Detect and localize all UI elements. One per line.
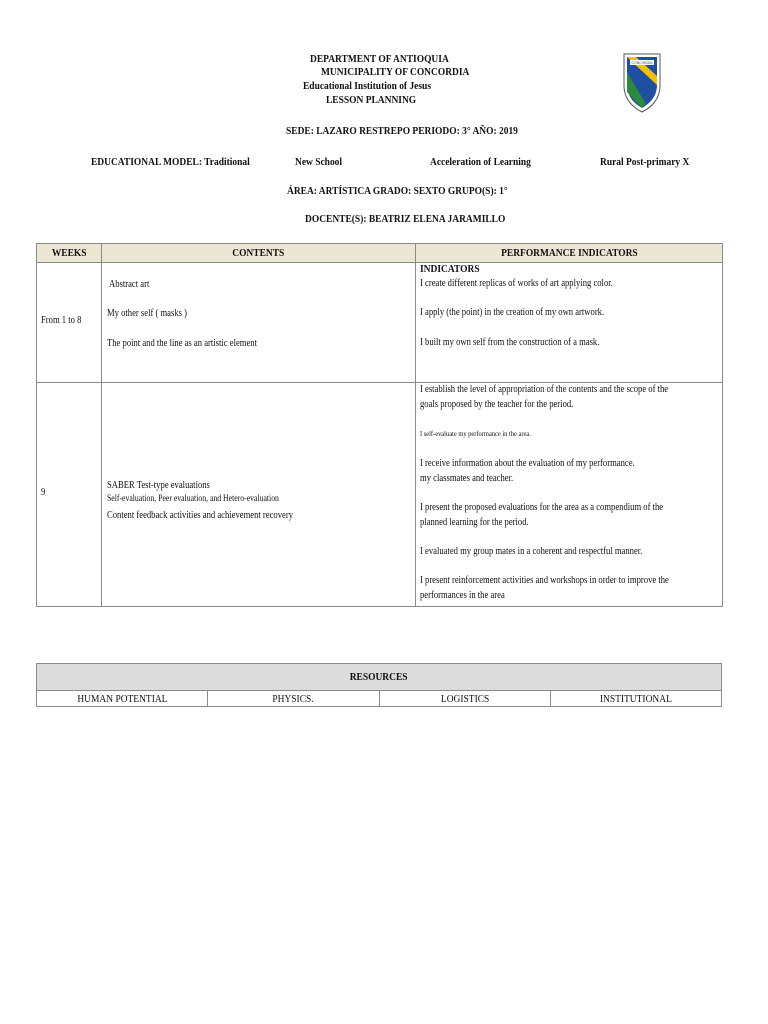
header-lesson-planning: LESSON PLANNING: [326, 94, 417, 106]
table-header-row: [37, 244, 723, 263]
indicator-item: I evaluated my group mates in a coherent and respectful manner.: [420, 546, 643, 557]
contents-header: CONTENTS: [102, 244, 416, 263]
header-department: DEPARTMENT OF ANTIOQUIA: [310, 53, 449, 65]
educational-model: EDUCATIONAL MODEL: Traditional: [91, 156, 250, 168]
indicators-header: PERFORMANCE INDICATORS: [416, 244, 723, 263]
resource-column-institutional: INSTITUTIONAL: [550, 691, 721, 707]
resource-column-physics: PHYSICS.: [208, 691, 379, 707]
indicator-item: goals proposed by the teacher for the period.: [420, 399, 574, 410]
docente-line: DOCENTE(S): BEATRIZ ELENA JARAMILLO: [305, 213, 506, 225]
indicators-cell: [416, 383, 723, 607]
table-row: [37, 263, 723, 383]
planning-table: [36, 243, 723, 607]
indicators-title: INDICATORS: [420, 263, 480, 275]
week-label: 9: [41, 487, 46, 498]
school-crest-icon: [622, 52, 662, 114]
resource-column-logistics: LOGISTICS: [379, 691, 550, 707]
indicator-item: I establish the level of appropriation of the contents and the scope of the: [420, 384, 669, 395]
indicator-item: I built my own self from the construction of a mask.: [420, 337, 600, 348]
crest-label: CONCORDIA: [631, 61, 653, 65]
contents-cell: [102, 263, 416, 383]
resource-column-human-potential: HUMAN POTENTIAL: [37, 691, 208, 707]
sede-line: SEDE: LAZARO RESTREPO PERIODO: 3° AÑO: 2019: [286, 125, 518, 137]
indicator-item: I create different replicas of works of art applying color.: [420, 278, 613, 289]
indicator-item: performances in the area: [420, 590, 505, 601]
indicator-item: I self-evaluate my performance in the area.: [420, 429, 531, 438]
resources-title: RESOURCES: [37, 664, 722, 691]
indicator-item: I present reinforcement activities and workshops in order to improve the: [420, 575, 669, 586]
content-item: My other self ( masks ): [107, 308, 188, 319]
acceleration-of-learning: Acceleration of Learning: [430, 156, 531, 168]
indicator-item: my classmates and teacher.: [420, 473, 514, 484]
indicator-item: I apply (the point) in the creation of my own artwork.: [420, 307, 605, 318]
indicators-cell: [416, 263, 723, 383]
table-row: [37, 383, 723, 607]
indicator-item: I present the proposed evaluations for the area as a compendium of the: [420, 502, 664, 513]
weeks-header: WEEKS: [37, 244, 102, 263]
content-item: The point and the line as an artistic element: [107, 338, 257, 349]
area-line: ÁREA: ARTÍSTICA GRADO: SEXTO GRUPO(S): 1°: [287, 185, 508, 197]
contents-cell: [102, 383, 416, 607]
rural-post-primary: Rural Post-primary X: [600, 156, 690, 168]
week-cell: [37, 383, 102, 607]
content-item: SABER Test-type evaluations: [107, 480, 210, 491]
resources-table: [36, 663, 722, 707]
indicator-item: planned learning for the period.: [420, 517, 529, 528]
header-municipality: MUNICIPALITY OF CONCORDIA: [321, 66, 470, 78]
header-institution: Educational Institution of Jesus: [303, 80, 432, 92]
content-item: Self-evaluation, Peer evaluation, and Hetero-evaluation: [107, 493, 279, 503]
week-label: From 1 to 8: [41, 315, 82, 326]
content-item: Abstract art: [109, 279, 150, 290]
new-school: New School: [295, 156, 343, 168]
indicator-item: I receive information about the evaluation of my performance.: [420, 458, 635, 469]
content-item: Content feedback activities and achievement recovery: [107, 510, 294, 521]
week-cell: [37, 263, 102, 383]
